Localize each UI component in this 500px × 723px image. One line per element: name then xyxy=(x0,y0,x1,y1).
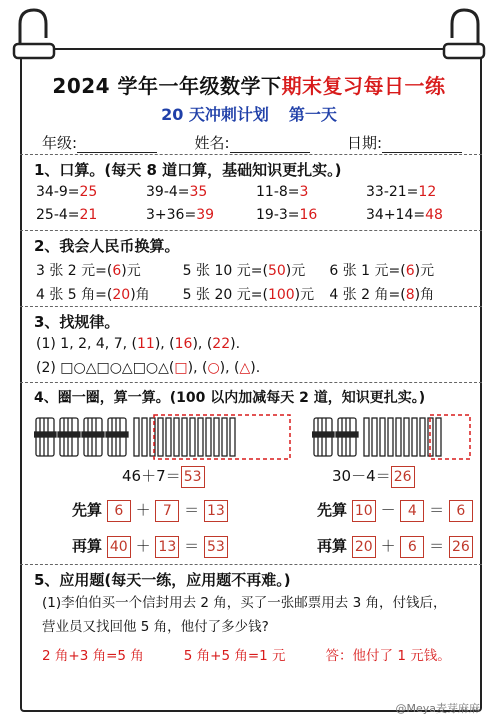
mental-math-item: 34+14=48 xyxy=(366,207,443,223)
section2-heading: 2、我会人民币换算。 xyxy=(34,237,180,255)
info-line xyxy=(42,132,462,153)
pattern-line-2: (2) □○△□○△□○△(□), (○), (△). xyxy=(36,360,261,376)
mental-math-item: 25-4=21 xyxy=(36,207,98,223)
right-then-step: 再算 20 ＋ 6 ＝ 26 xyxy=(317,535,473,558)
divider xyxy=(20,306,482,307)
money-item: 4 张 2 角=(8)角 xyxy=(329,287,435,303)
section1-heading: 1、口算。(每天 8 道口算，基础知识更扎实。) xyxy=(34,161,342,179)
left-equation: 46＋7＝ 53 xyxy=(122,465,205,488)
mental-math-item: 34-9=25 xyxy=(36,184,98,200)
left-first-step: 先算 6 ＋ 7 ＝ 13 xyxy=(72,499,228,522)
right-first-step: 先算 10 － 4 ＝ 6 xyxy=(317,499,473,522)
page-subtitle xyxy=(12,102,486,125)
grade-field[interactable] xyxy=(42,132,157,153)
answer-step-2: 5 角+5 角=1 元 xyxy=(183,648,286,664)
stick-bundles-right xyxy=(312,414,472,460)
section5-heading: 5、应用题(每天一练，应用题不再难。) xyxy=(34,571,291,589)
mental-math-item: 19-3=16 xyxy=(256,207,318,223)
title-red: 期末复习每日一练 xyxy=(281,74,446,98)
divider xyxy=(20,230,482,231)
money-item: 5 张 20 元=(100)元 xyxy=(182,287,315,303)
divider xyxy=(20,564,482,565)
pattern-line-1: (1) 1, 2, 4, 7, (11), (16), (22). xyxy=(36,336,241,352)
word-problem-line-2: 营业员又找回他 5 角，他付了多少钱? xyxy=(42,619,269,635)
money-item: 5 张 10 元=(50)元 xyxy=(182,263,306,279)
money-item: 3 张 2 元=(6)元 xyxy=(36,263,141,279)
answer-box: 26 xyxy=(391,466,415,488)
mental-math-item: 3+36=39 xyxy=(146,207,215,223)
name-field[interactable] xyxy=(194,132,309,153)
mental-math-item: 33-21=12 xyxy=(366,184,437,200)
subtitle-plan: 20 天冲刺计划 xyxy=(161,105,269,124)
right-equation: 30－4＝ 26 xyxy=(332,465,415,488)
left-clip-icon xyxy=(12,4,82,64)
mental-math-row-2 xyxy=(36,207,476,223)
title-black: 2024 学年一年级数学下 xyxy=(52,74,282,98)
divider xyxy=(20,154,482,155)
subtitle-day: 第一天 xyxy=(288,105,337,124)
answer-box: 53 xyxy=(181,466,205,488)
answer-final: 答：他付了 1 元钱。 xyxy=(325,648,451,664)
money-row-2 xyxy=(36,284,476,304)
page-title xyxy=(12,70,486,99)
section4-heading: 4、圈一圈，算一算。(100 以内加减每天 2 道，知识更扎实。) xyxy=(34,390,426,406)
stick-bundles-left xyxy=(34,414,294,460)
worksheet-page xyxy=(12,4,486,717)
left-then-step: 再算 40 ＋ 13 ＝ 53 xyxy=(72,535,228,558)
section3-heading: 3、找规律。 xyxy=(34,313,120,331)
name-label: 姓名: xyxy=(194,134,230,152)
mental-math-item: 11-8=3 xyxy=(256,184,309,200)
word-problem-line-1: (1)李伯伯买一个信封用去 2 角，买了一张邮票用去 3 角，付钱后， xyxy=(42,595,447,611)
word-problem-answer xyxy=(42,644,451,664)
money-item: 6 张 1 元=(6)元 xyxy=(329,263,435,279)
divider xyxy=(20,382,482,383)
date-field[interactable] xyxy=(347,132,462,153)
answer-step-1: 2 角+3 角=5 角 xyxy=(42,648,144,664)
right-clip-icon xyxy=(416,4,486,64)
watermark: @Meya麦芽麻麻 xyxy=(395,702,480,715)
mental-math-row-1 xyxy=(36,184,476,200)
mental-math-item: 39-4=35 xyxy=(146,184,208,200)
grade-label: 年级: xyxy=(42,134,78,152)
money-item: 4 张 5 角=(20)角 xyxy=(36,287,150,303)
date-label: 日期: xyxy=(346,134,382,152)
money-row-1 xyxy=(36,260,476,280)
